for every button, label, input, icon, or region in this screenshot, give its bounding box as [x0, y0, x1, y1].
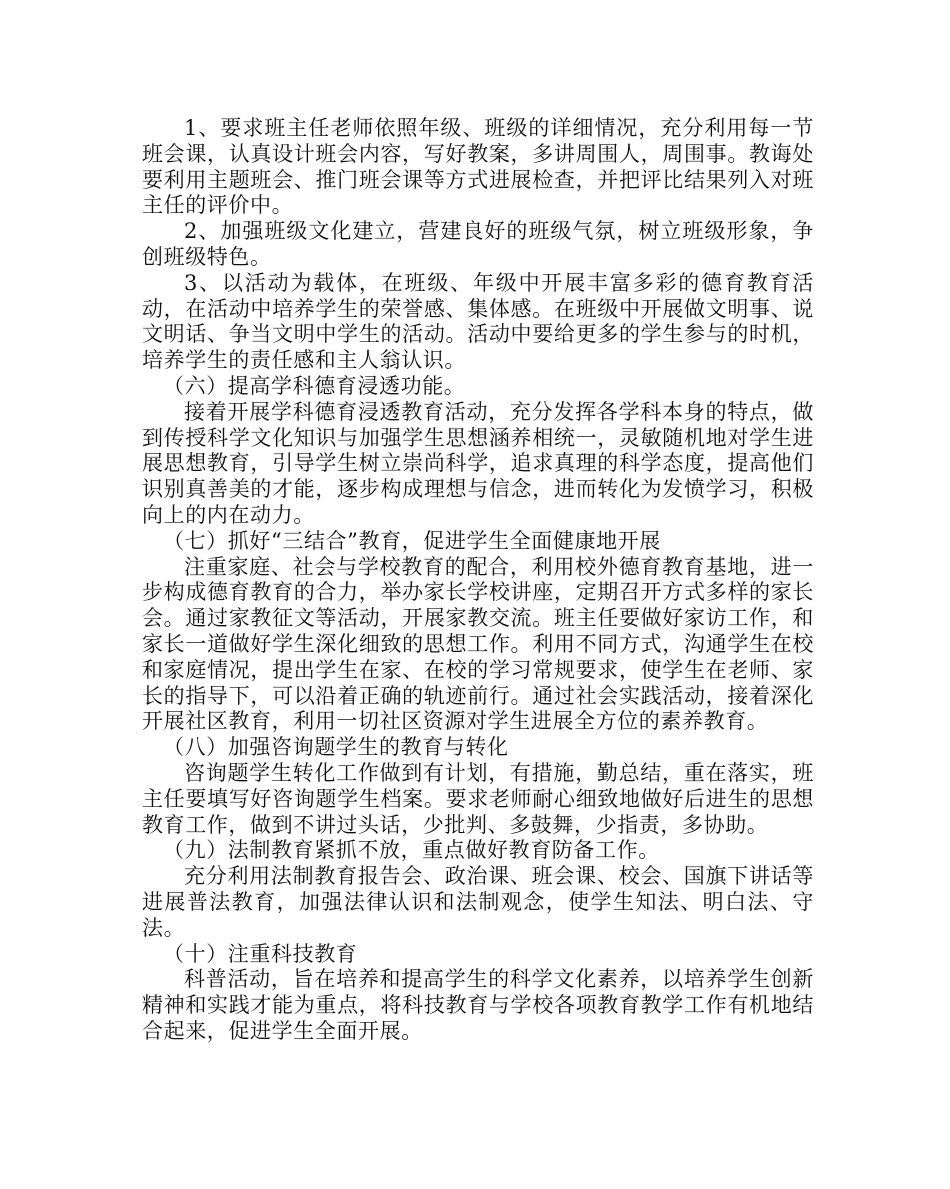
heading-section-7: （七）抓好“三结合”教育，促进学生全面健康地开展 — [163, 528, 661, 553]
paragraph-student-transformation: 咨询题学生转化工作做到有计划，有措施，勤总结，重在落实，班主任要填写好咨询题学生档案。要求老师耐心细致地做好后进生的思想教育工作，做到不讲过头话，少批判、多鼓舞，少指责，多协助。 — [142, 760, 814, 837]
heading-section-9: （九）法制教育紧抓不放，重点做好教育防备工作。 — [163, 838, 660, 863]
paragraph-legal-education: 充分利用法制教育报告会、政治课、班会课、校会、国旗下讲话等进展普法教育，加强法律认识和法制观念，使学生知法、明白法、守法。 — [142, 864, 814, 940]
paragraph-three-combination: 注重家庭、社会与学校教育的配合，利用校外德育教育基地，进一步构成德育教育的合力，举办家长学校讲座，定期召开方式多样的家长会。通过家教征文等活动，开展家教交流。班主任要做好家访工作，和家长一道做好学生深化细致的思想工作。利用不同方式，沟通学生在校和家庭情况，提出学生在家、在校的学习常规要求，使学生在老师、家长的指导下，可以沿着正确的轨迹前行。通过社会实践活动，接着深化开展社区教育，利用一切社区资源对学生进展全方位的素养教育。 — [142, 554, 814, 734]
paragraph-class-culture: 2、加强班级文化建立，营建良好的班级气氛，树立班级形象，争创班级特色。 — [142, 219, 814, 269]
paragraph-science-education: 科普活动，旨在培养和提高学生的科学文化素养，以培养学生创新精神和实践才能为重点，将科技教育与学校各项教育教学工作有机地结合起来，促进学生全面开展。 — [142, 967, 814, 1043]
heading-section-6: （六）提高学科德育浸透功能。 — [163, 373, 466, 398]
paragraph-class-meeting: 1、要求班主任老师依照年级、班级的详细情况，充分利用每一节班会课，认真设计班会内容，写好教案，多讲周围人，周围事。教诲处要利用主题班会、推门班会课等方式进展检查，并把评比结果列入对班主任的评价中。 — [142, 116, 814, 218]
heading-section-8: （八）加强咨询题学生的教育与转化 — [163, 735, 509, 760]
paragraph-activities: 3、以活动为载体，在班级、年级中开展丰富多彩的德育教育活动，在活动中培养学生的荣誉感、集体感。在班级中开展做文明事、说文明话、争当文明中学生的活动。活动中要给更多的学生参与的时机，培养学生的责任感和主人翁认识。 — [142, 270, 814, 373]
document-body — [142, 116, 814, 1045]
heading-section-10: （十）注重科技教育 — [163, 941, 358, 966]
paragraph-subject-moral-education: 接着开展学科德育浸透教育活动，充分发挥各学科本身的特点，做到传授科学文化知识与加强学生思想涵养相统一，灵敏随机地对学生进展思想教育，引导学生树立崇尚科学，追求真理的科学态度，提高他们识别真善美的才能，逐步构成理想与信念，进而转化为发愤学习，积极向上的内在动力。 — [142, 399, 814, 527]
